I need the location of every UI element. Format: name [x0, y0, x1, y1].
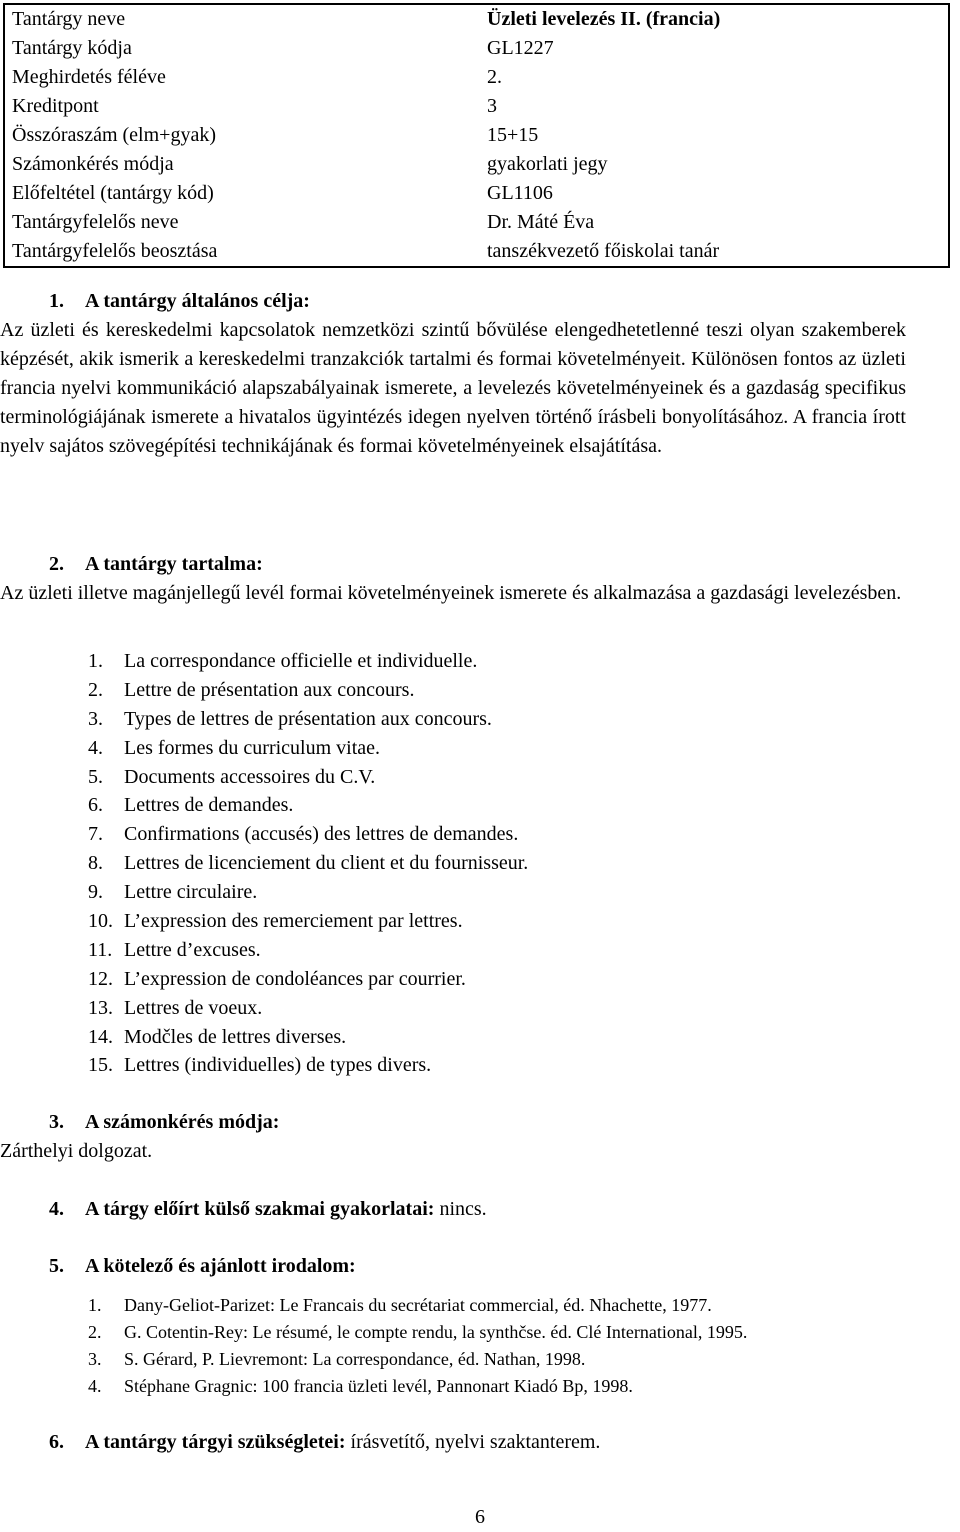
list-number: 4. [88, 736, 103, 759]
info-value: gyakorlati jegy [487, 153, 608, 175]
info-value: GL1227 [487, 37, 554, 59]
list-text: Les formes du curriculum vitae. [124, 736, 381, 759]
list-text: Dany-Geliot-Parizet: Le Francais du secrétariat commercial, éd. Nhachette, 1977. [124, 1295, 712, 1315]
info-value: 15+15 [487, 124, 539, 146]
section-heading: 5. A kötelező és ajánlott irodalom: [49, 1255, 356, 1277]
info-row [4, 237, 949, 267]
content-list-item [88, 705, 528, 734]
info-key: Tantárgy neve [12, 8, 126, 30]
list-text: L’expression des remerciement par lettres. [124, 910, 463, 933]
list-number: 13. [88, 996, 113, 1019]
section-title: A tantárgy tartalma: [85, 553, 263, 575]
list-number: 3. [88, 1349, 102, 1369]
info-key: Számonkérés módja [12, 153, 174, 175]
list-number: 2. [88, 1322, 102, 1342]
section-general-goal [0, 287, 955, 461]
content-list-item [88, 907, 528, 936]
section-heading: 2. A tantárgy tartalma: [49, 553, 263, 575]
content-list-item [88, 763, 528, 792]
list-text: L’expression de condoléances par courrier. [124, 967, 466, 990]
info-row [4, 150, 949, 179]
info-row [4, 4, 949, 34]
content-list-item [88, 936, 528, 965]
info-key: Összóraszám (elm+gyak) [12, 124, 216, 146]
section-heading: 1. A tantárgy általános célja: [49, 290, 310, 312]
list-number: 14. [88, 1025, 113, 1048]
info-row [4, 179, 949, 208]
list-text: Lettres de licenciement du client et du fournisseur. [124, 852, 529, 875]
section-paragraph: Az üzleti és kereskedelmi kapcsolatok nemzetközi szintű bővülése elengedhetetlenné teszi olyan szakemberek képzését, akik ismerik a kereskedelmi tranzakciók tartalmi és formai követelményeit. Különösen fontos az üzleti francia nyelvi kommunikáció alapszabályainak ismerete, a levelezés követelményeinek és a gazdaság specifikus terminológiájának ismerete a hivatalos ügyintézés idegen nyelven történő írásbeli bonyolításához. A francia írott nyelv sajátos szövegépítési technikájának és formai követelményeinek elsajátítása. [0, 319, 906, 457]
content-list-item [88, 1051, 528, 1080]
info-value: GL1106 [487, 182, 553, 204]
list-text: Lettre de présentation aux concours. [124, 678, 415, 701]
list-number: 11. [88, 938, 113, 961]
list-number: 15. [88, 1054, 113, 1077]
section-title: A tantárgy általános célja: [85, 290, 310, 312]
page-number: 6 [475, 1506, 485, 1528]
list-number: 3. [88, 707, 103, 730]
info-key: Kreditpont [12, 95, 99, 117]
info-value: 2. [487, 66, 502, 88]
list-number: 9. [88, 881, 103, 904]
info-value: 3 [487, 95, 497, 117]
content-list [88, 647, 528, 1080]
list-number: 6. [88, 794, 103, 817]
info-value: tanszékvezető főiskolai tanár [487, 240, 720, 262]
section-title: A kötelező és ajánlott irodalom: [85, 1255, 356, 1277]
content-list-item [88, 878, 528, 907]
list-text: Stéphane Gragnic: 100 francia üzleti levél, Pannonart Kiadó Bp, 1998. [124, 1376, 633, 1396]
section-literature [49, 1252, 955, 1281]
content-list-item [88, 676, 528, 705]
content-list-item [88, 791, 528, 820]
literature-item [88, 1319, 747, 1346]
section-paragraph: Az üzleti illetve magánjellegű levél formai követelményeinek ismerete és alkalmazása a gazdasági levelezésben. [0, 582, 902, 604]
list-number: 2. [88, 678, 103, 701]
list-text: Lettres de demandes. [124, 794, 294, 817]
content-list-item [88, 849, 528, 878]
section-title: A tárgy előírt külső szakmai gyakorlatai: [85, 1198, 435, 1220]
section-heading: 3. A számonkérés módja: [49, 1111, 280, 1133]
info-row [4, 208, 949, 237]
section-inline-text: írásvetítő, nyelvi szaktanterem. [345, 1431, 601, 1453]
list-text: Documents accessoires du C.V. [124, 765, 376, 788]
list-number: 1. [88, 1295, 102, 1315]
list-number: 1. [88, 650, 103, 672]
list-text: Types de lettres de présentation aux concours. [124, 707, 492, 730]
literature-item [88, 1346, 747, 1373]
section-title: A számonkérés módja: [85, 1111, 280, 1133]
content-list-item [88, 820, 528, 849]
list-text: Confirmations (accusés) des lettres de demandes. [124, 823, 519, 846]
section-heading: 6. A tantárgy tárgyi szükségletei: [49, 1431, 346, 1453]
course-info-table [3, 3, 950, 268]
list-number: 8. [88, 852, 103, 875]
list-number: 5. [88, 765, 103, 788]
list-text: Lettres de voeux. [124, 996, 263, 1019]
info-row [4, 63, 949, 92]
list-text: Lettre circulaire. [124, 881, 258, 904]
section-title: A tantárgy tárgyi szükségletei: [85, 1431, 346, 1453]
list-number: 4. [88, 1376, 102, 1396]
info-key: Tantárgy kódja [12, 37, 132, 59]
content-list-item [88, 734, 528, 763]
literature-list [88, 1292, 747, 1400]
info-value: Üzleti levelezés II. (francia) [487, 8, 721, 30]
section-paragraph: Zárthelyi dolgozat. [0, 1140, 153, 1162]
list-text: La correspondance officielle et individuelle. [124, 650, 478, 672]
section-content [0, 550, 955, 608]
info-key: Tantárgyfelelős beosztása [12, 240, 218, 262]
list-text: Lettre d’excuses. [124, 938, 261, 961]
info-key: Előfeltétel (tantárgy kód) [12, 182, 214, 204]
literature-item [88, 1373, 747, 1400]
section-equipment [49, 1428, 955, 1457]
section-inline-text: nincs. [434, 1198, 487, 1220]
info-value: Dr. Máté Éva [487, 211, 595, 233]
section-heading: 4. A tárgy előírt külső szakmai gyakorlatai: [49, 1198, 435, 1220]
list-number: 10. [88, 910, 113, 933]
info-key: Tantárgyfelelős neve [12, 211, 179, 233]
list-number: 12. [88, 967, 113, 990]
section-practice [49, 1195, 955, 1224]
info-key: Meghirdetés féléve [12, 66, 166, 88]
content-list-item [88, 647, 528, 676]
content-list-item [88, 1023, 528, 1052]
content-list-item [88, 965, 528, 994]
info-row [4, 121, 949, 150]
content-list-item [88, 994, 528, 1023]
info-row [4, 34, 949, 63]
list-text: G. Cotentin-Rey: Le résumé, le compte rendu, la synthčse. éd. Clé International, 1995. [124, 1322, 748, 1342]
list-text: Lettres (individuelles) de types divers. [124, 1054, 432, 1077]
literature-item [88, 1292, 747, 1319]
info-row [4, 92, 949, 121]
list-text: S. Gérard, P. Lievremont: La correspondance, éd. Nathan, 1998. [124, 1349, 586, 1369]
list-number: 7. [88, 823, 103, 846]
section-assessment [0, 1108, 955, 1166]
list-text: Modčles de lettres diverses. [124, 1025, 347, 1048]
